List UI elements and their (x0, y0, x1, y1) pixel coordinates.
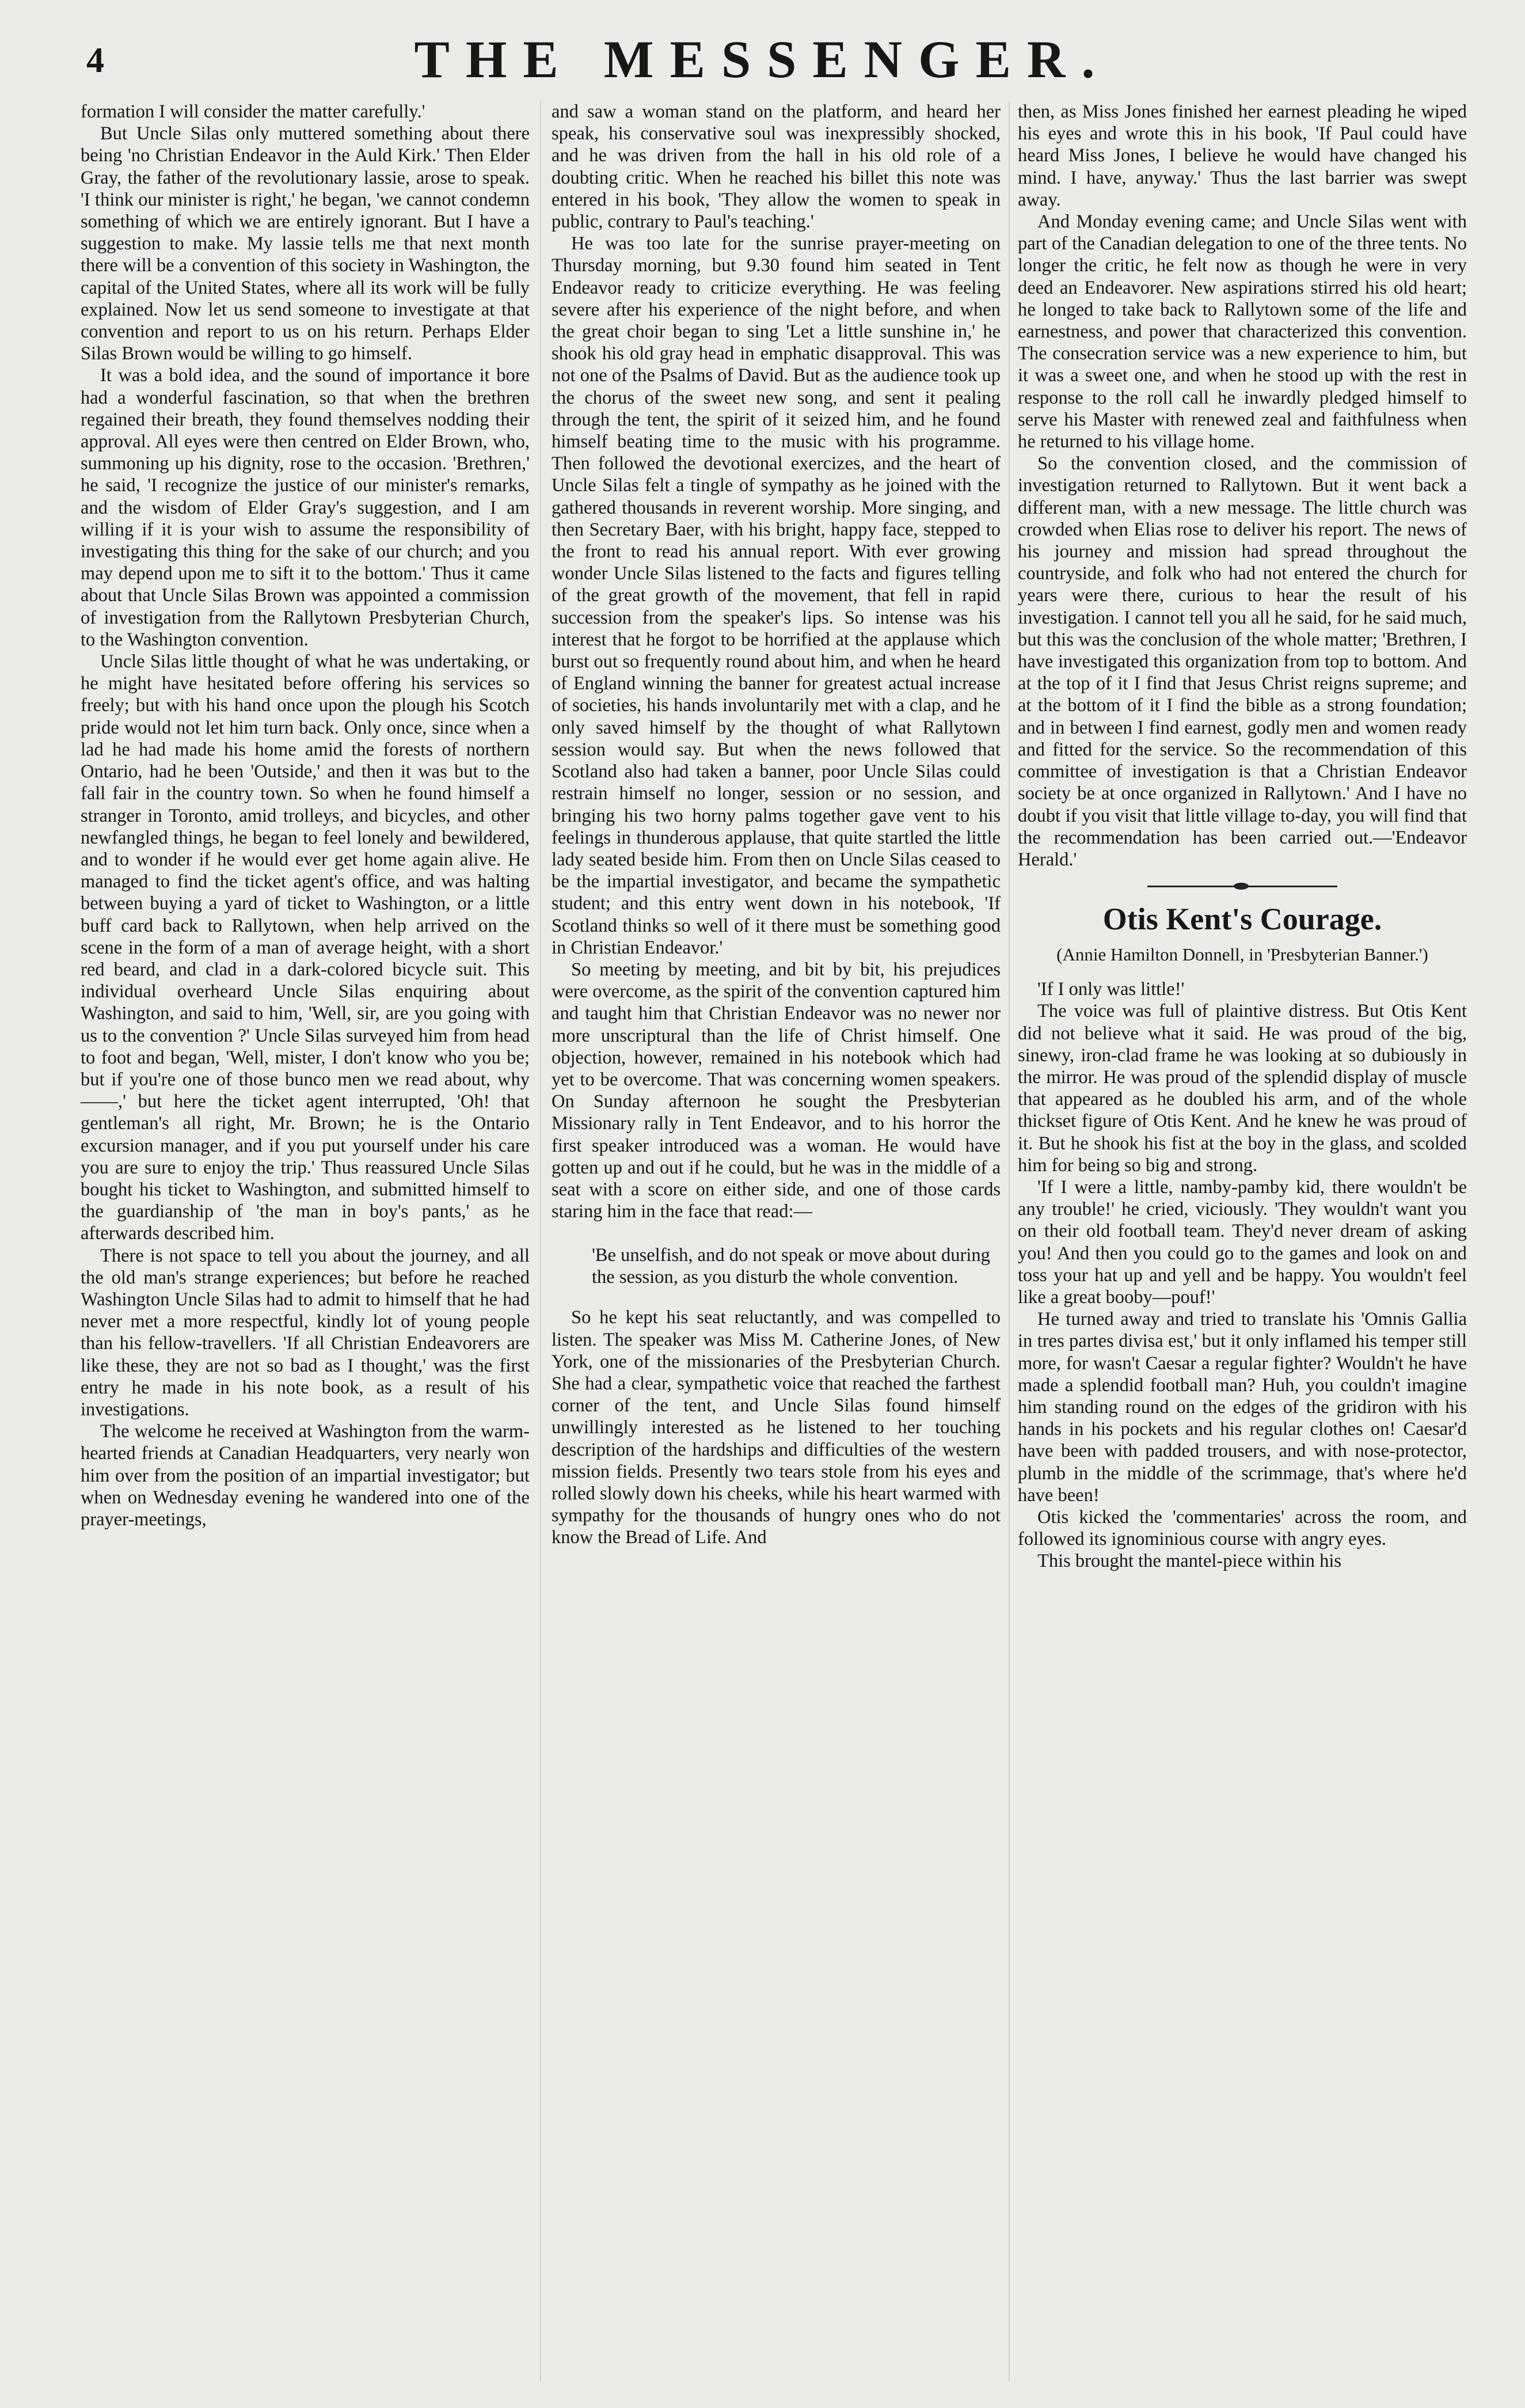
column-left (81, 101, 530, 2398)
page-number: 4 (86, 41, 104, 80)
column-middle (552, 101, 1001, 2398)
block-quote: 'Be unselfish, and do not speak or move about during the session, as you disturb the whole convention. (592, 1245, 990, 1288)
paragraph: It was a bold idea, and the sound of importance it bore had a wonderful fascination, so that when the brethren regained their breath, they found themselves nodding their approval. All eyes were then centred on Elder Brown, who, summoning up his dignity, rose to the occasion. 'Brethren,' he said, 'I recognize the justice of our minister's remarks, and the wisdom of Elder Gray's suggestion, and I am willing if it is your wish to assume the responsibility of investigating this thing for the sake of our church; and you may depend upon me to sift it to the bottom.' Thus it came about that Uncle Silas Brown was appointed a commission of investigation from the Rallytown Presbyterian Church, to the Washington convention. (81, 365, 530, 650)
paragraph: and saw a woman stand on the platform, and heard her speak, his conservative soul was inexpressibly shocked, and he was driven from the hall in his old role of a doubting critic. When he reached his billet this note was entered in his book, 'They allow the women to speak in public, contrary to Paul's teaching.' (552, 101, 1001, 233)
paragraph: This brought the mantel-piece within his (1037, 1551, 1342, 1572)
paragraph: Uncle Silas little thought of what he was undertaking, or he might have hesitated before offering his services so freely; but with his hand once upon the plough his Scotch pride would not let him turn back. Only once, since when a lad he had made his home amid the forests of northern Ontario, had he been 'Outside,' and then it was but to the fall fair in the country town. So when he found himself a stranger in Toronto, amid trolleys, and bicycles, and other newfangled things, he began to feel lonely and bewildered, and to wonder if he would ever get home again alive. He managed to find the ticket agent's office, and was halting between buying a yard of ticket to Washington, or a little buff card back to Rallytown, when help arrived on the scene in the form of a man of average height, with a short red beard, and clad in a dark-colored bicycle suit. This individual overheard Uncle Silas enquiring about Washington, and said to him, 'Well, sir, are you going with us to the convention ?' Uncle Silas surveyed him from head to foot and began, 'Well, mister, I don't know who you be; but if you're one of those bunco men we read about, why——,' but here the ticket agent interrupted, 'Oh! that gentleman's all right, Mr. Brown; he is the Ontario excursion manager, and if you put yourself under his care you are sure to enjoy the trip.' Thus reassured Uncle Silas bought his ticket to Washington, and submitted himself to the guardianship of 'the man in boy's pants,' as he afterwards described him. (81, 651, 530, 1244)
paragraph: There is not space to tell you about the journey, and all the old man's strange experiences; but before he reached Washington Uncle Silas had to admit to himself that he had never met a more respectful, kindly lot of young people than his fellow-travellers. 'If all Christian Endeavorers are like these, they are not so bad as I thought,' was the first entry he made in his note book, as a result of his investigations. (81, 1245, 530, 1420)
paragraph: Otis kicked the 'commentaries' across the room, and followed its ignominious course with angry eyes. (1018, 1506, 1467, 1550)
section-divider-ornament (1147, 886, 1337, 887)
paragraph: So meeting by meeting, and bit by bit, his prejudices were overcome, as the spirit of the convention captured him and taught him that Christian Endeavor was no newer nor more unscriptural than the life of Christ himself. One objection, however, remained in his notebook which had yet to be overcome. That was concerning women speakers. On Sunday afternoon he sought the Presbyterian Missionary rally in Tent Endeavor, and to his horror the first speaker introduced was a woman. He would have gotten up and out if he could, but he was in the middle of a seat with a score on either side, and one of those cards staring him in the face that read:— (552, 959, 1001, 1222)
paragraph: He was too late for the sunrise prayer-meeting on Thursday morning, but 9.30 found him seated in Tent Endeavor ready to criticize everything. He was feeling severe after his experience of the night before, and when the great choir began to sing 'Let a little sunshine in,' he shook his old gray head in emphatic disapproval. This was not one of the Psalms of David. But as the audience took up the chorus of the sweet new song, and sent it pealing through the tent, the spirit of it seized him, and he found himself beating time to the music with his programme. Then followed the devotional exercizes, and the heart of Uncle Silas felt a tingle of sympathy as he joined with the gathered thousands in reverent worship. More singing, and then Secretary Baer, with his bright, happy face, stepped to the front to read his annual report. With ever growing wonder Uncle Silas listened to the facts and figures telling of the great growth of the movement, that fell in rapid succession from the speaker's lips. So intense was his interest that he forgot to be horrified at the applause which burst out so frequently round about him, and when he heard of England winning the banner for greatest actual increase of societies, his hands involuntarily met with a clap, and he only saved himself by the thought of what Rallytown session would say. But when the news followed that Scotland also had taken a banner, poor Uncle Silas could restrain himself no longer, session or no session, and bringing his two horny palms together gave vent to his feelings in thunderous applause, that quite startled the little lady seated beside him. From then on Uncle Silas ceased to be the impartial investigator, and became the sympathetic student; and this entry went down in his notebook, 'If Scotland thinks so well of it there must be something good in Christian Endeavor.' (552, 233, 1001, 958)
story-title: Otis Kent's Courage. (1102, 902, 1382, 937)
paragraph: He turned away and tried to translate his 'Omnis Gallia in tres partes divisa est,' but it only inflamed his temper still more, for wasn't Caesar a regular fighter? Wouldn't he have made a splendid football man? Huh, you couldn't imagine him standing round on the edges of the gridiron with his hands in his pockets and his regular clothes on! Caesar'd have been with padded trousers, and with nose-protector, plumb in the middle of the scrimmage, that's where he'd have been! (1018, 1309, 1467, 1506)
paragraph: And Monday evening came; and Uncle Silas went with part of the Canadian delegation to one of the three tents. No longer the critic, he felt now as though he were in very deed an Endeavorer. New aspirations stirred his old heart; he longed to take back to Rallytown some of the life and earnestness, and power that characterized this convention. The consecration service was a new experience to him, but it was a sweet one, and when he stood up with the rest in response to the roll call he inwardly pledged himself to serve his Master with renewed zeal and faithfulness when he returned to his village home. (1018, 211, 1467, 453)
paragraph: 'If I only was little!' (1037, 979, 1185, 1000)
paragraph: then, as Miss Jones finished her earnest pleading he wiped his eyes and wrote this in his book, 'If Paul could have heard Miss Jones, I believe he would have changed his mind. I have, anyway.' Thus the last barrier was swept away. (1018, 101, 1467, 210)
paragraph: 'If I were a little, namby-pamby kid, there wouldn't be any trouble!' he cried, viciously. 'They wouldn't want you on their old football team. They'd never dream of asking you! And then you could go to the games and look on and toss your hat up and yell and be happy. You wouldn't feel like a great booby—pouf!' (1018, 1176, 1467, 1308)
paragraph: The voice was full of plaintive distress. But Otis Kent did not believe what it said. He was proud of the big, sinewy, iron-clad frame he was looking at so dubiously in the mirror. He was proud of the splendid display of muscle that appeared as he doubled his arm, and of the whole thickset figure of Otis Kent. And he knew he was proud of it. But he shook his fist at the boy in the glass, and scolded him for being so big and strong. (1018, 1001, 1467, 1176)
column-divider (540, 101, 541, 2381)
column-right (1018, 101, 1467, 2398)
masthead-title: THE MESSENGER. (414, 30, 1111, 89)
paragraph: But Uncle Silas only muttered something about there being 'no Christian Endeavor in the Auld Kirk.' Then Elder Gray, the father of the revolutionary lassie, arose to speak. 'I think our minister is right,' he began, 'we cannot condemn something of which we are entirely ignorant. But I have a suggestion to make. My lassie tells me that next month there will be a convention of this society in Washington, the capital of the United States, where all its work will be fully explained. Now let us send someone to investigate at that convention and report to us on his return. Perhaps Elder Silas Brown would be willing to go himself. (81, 123, 530, 364)
paragraph: So the convention closed, and the commission of investigation returned to Rallytown. But it went back a different man, with a new message. The little church was crowded when Elias rose to deliver his report. The news of his journey and mission had spread throughout the countryside, and folk who had not entered the church for years were there, curious to hear the result of his investigation. I cannot tell you all he said, for he said much, but this was the conclusion of the whole matter; 'Brethren, I have investigated this organization from top to bottom. And at the top of it I find that Jesus Christ reigns supreme; and at the bottom of it I find the bible as a strong foundation; and in between I find earnest, godly men and women ready and fitted for the service. So the recommendation of this committee of investigation is that a Christian Endeavor society be at once organized in Rallytown.' And I have no doubt if you visit that little village to-day, you will find that the recommendation has been carried out.—'Endeavor Herald.' (1018, 453, 1467, 870)
paragraph: formation I will consider the matter carefully.' (81, 101, 425, 122)
paragraph: So he kept his seat reluctantly, and was compelled to listen. The speaker was Miss M. Catherine Jones, of New York, one of the missionaries of the Presbyterian Church. She had a clear, sympathetic voice that reached the farthest corner of the tent, and Uncle Silas found himself unwillingly interested as he listened to her touching description of the hardships and difficulties of the western mission fields. Presently two tears stole from his eyes and rolled slowly down his cheeks, while his heart warmed with sympathy for the thousands of hungry ones who do not know the Bread of Life. And (552, 1307, 1001, 1548)
story-byline: (Annie Hamilton Donnell, in 'Presbyterian Banner.') (1056, 944, 1428, 965)
column-divider (1009, 101, 1010, 2381)
paragraph: The welcome he received at Washington from the warm-hearted friends at Canadian Headquarters, very nearly won him over from the position of an impartial investigator; but when on Wednesday evening he wandered into one of the prayer-meetings, (81, 1421, 530, 1530)
